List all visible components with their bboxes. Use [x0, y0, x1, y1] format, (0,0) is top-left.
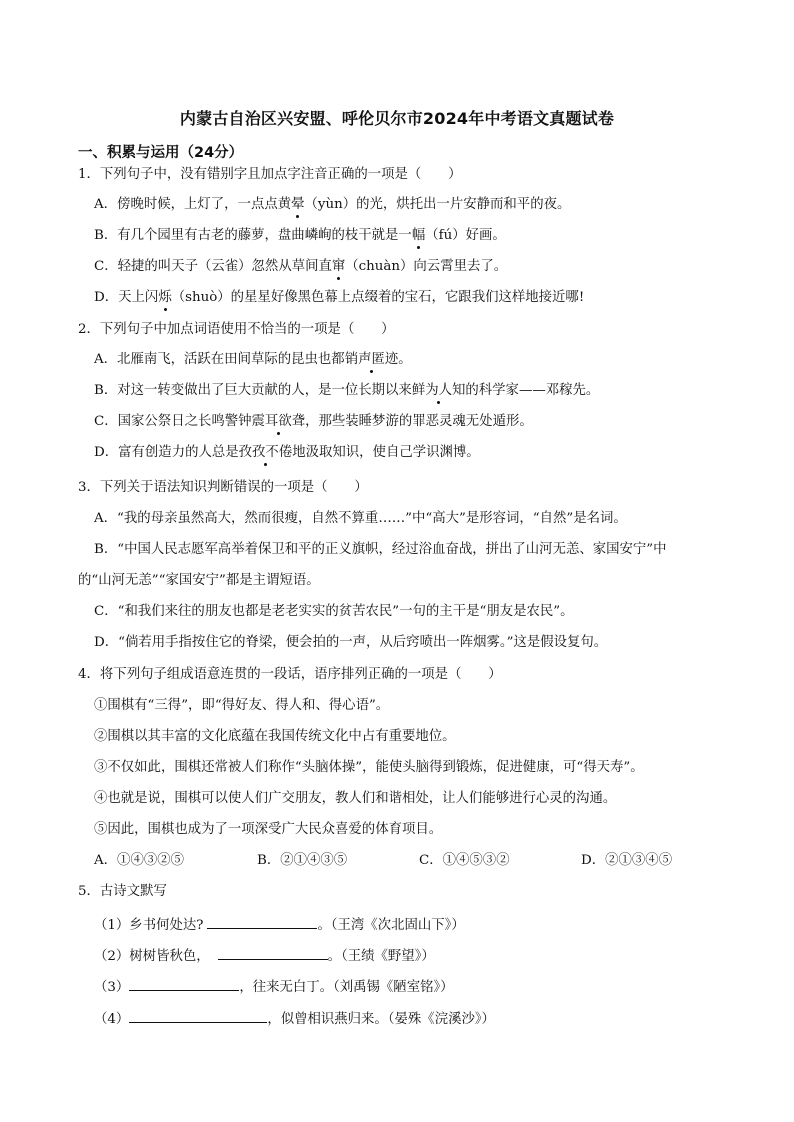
question-4-sentence-2: ②围棋以其丰富的文化底蕴在我国传统文化中占有重要地位。	[94, 729, 456, 744]
question-1-option-d: D．天上闪烁（shuò）的星星好像黑色幕上点缀着的宝石，它跟我们这样地接近哪!	[94, 290, 585, 305]
question-4-option-d: D．②①③④⑤	[581, 853, 673, 868]
answer-blank[interactable]	[129, 1008, 267, 1023]
question-1-option-a: A．傍晚时候，上灯了，一点点黄晕（yùn）的光，烘托出一片安静而和平的夜。	[94, 197, 571, 212]
answer-blank[interactable]	[207, 914, 317, 929]
question-5-item-4: （4） ，似曾相识燕归来。（晏殊《浣溪沙》）	[94, 1008, 495, 1029]
question-1-stem: 1．下列句子中，没有错别字且加点字注音正确的一项是（ ）	[78, 167, 462, 182]
question-3-stem: 3．下列关于语法知识判断错误的一项是（ ）	[78, 480, 368, 495]
dotted-word: 震耳欲聋	[251, 414, 306, 429]
question-1-option-b: B．有几个园里有古老的藤萝，盘曲嶙峋的枝干就是一幅（fú）好画。	[94, 228, 506, 243]
dotted-char: 晕	[291, 197, 305, 212]
question-2-stem: 2．下列句子中加点词语使用不恰当的一项是（ ）	[78, 322, 395, 337]
question-5-item-2: （2）树树皆秋色， 。（王绩《野望》）	[94, 945, 435, 966]
question-3-option-b: B．“中国人民志愿军高举着保卫和平的正义旗帜，经过浴血奋战，拼出了山河无恙、家国安宁”中	[94, 542, 667, 557]
question-4-sentence-5: ⑤因此，围棋也成为了一项深受广大民众喜爱的体育项目。	[94, 822, 443, 837]
question-5-item-3: （3） ，往来无白丁。（刘禹锡《陋室铭》）	[94, 976, 454, 997]
question-3-option-b-cont: 的“山河无恙”“家国安宁”都是主谓短语。	[78, 573, 320, 588]
question-3-option-d: D．“倘若用手指按住它的脊梁，便会拍的一声，从后窍喷出一阵烟雾。”这是假设复句。	[94, 635, 608, 650]
dotted-word: 孜孜不倦	[238, 445, 293, 460]
question-5-item-1: （1）乡书何处达? 。（王湾《次北固山下》）	[94, 914, 465, 935]
question-2-option-d: D．富有创造力的人总是孜孜不倦地汲取知识，使自己学识渊博。	[94, 445, 480, 460]
dotted-word: 销声匿迹	[344, 352, 399, 367]
question-4-option-c: C．①④⑤③②	[419, 853, 510, 868]
answer-blank[interactable]	[129, 976, 239, 991]
dotted-char: 幅	[411, 228, 426, 243]
question-2-option-a: A．北雁南飞，活跃在田间草际的昆虫也都销声匿迹。	[94, 352, 412, 367]
question-2-option-c: C．国家公祭日之长鸣警钟震耳欲聋，那些装睡梦游的罪恶灵魂无处遁形。	[94, 414, 533, 429]
dotted-char: 烁	[158, 290, 172, 305]
answer-blank[interactable]	[218, 945, 328, 960]
question-4-sentence-3: ③不仅如此，围棋还常被人们称作“头脑体操”，能使头脑得到锻炼，促进健康，可“得天寿”。	[94, 760, 644, 775]
question-4-stem: 4．将下列句子组成语意连贯的一段话，语序排列正确的一项是（ ）	[78, 667, 502, 682]
page-title: 内蒙古自治区兴安盟、呼伦贝尔市2024年中考语文真题试卷	[179, 109, 615, 128]
dotted-char: 窜	[331, 259, 346, 274]
question-3-option-a: A．“我的母亲虽然高大，然而很瘦，自然不算重……”中“高大”是形容词，“自然”是名词。	[94, 511, 627, 526]
dotted-word: 鲜为人知	[411, 383, 466, 398]
question-4-sentence-1: ①围棋有“三得”，即“得好友、得人和、得心语”。	[94, 698, 390, 713]
question-3-option-c: C．“和我们来往的朋友也都是老老实实的贫苦农民”一句的主干是“朋友是农民”。	[94, 604, 574, 619]
question-1-option-c: C．轻捷的叫天子（云雀）忽然从草间直窜（chuàn）向云霄里去了。	[94, 259, 508, 274]
section-heading: 一、积累与运用（24分）	[78, 145, 244, 161]
question-4-option-a: A．①④③②⑤	[94, 853, 185, 868]
question-4-option-b: B．②①④③⑤	[257, 853, 348, 868]
question-2-option-b: B．对这一转变做出了巨大贡献的人，是一位长期以来鲜为人知的科学家——邓稼先。	[94, 383, 600, 398]
question-4-sentence-4: ④也就是说，围棋可以使人们广交朋友，教人们和谐相处，让人们能够进行心灵的沟通。	[94, 791, 617, 806]
question-5-stem: 5．古诗文默写	[78, 884, 167, 899]
